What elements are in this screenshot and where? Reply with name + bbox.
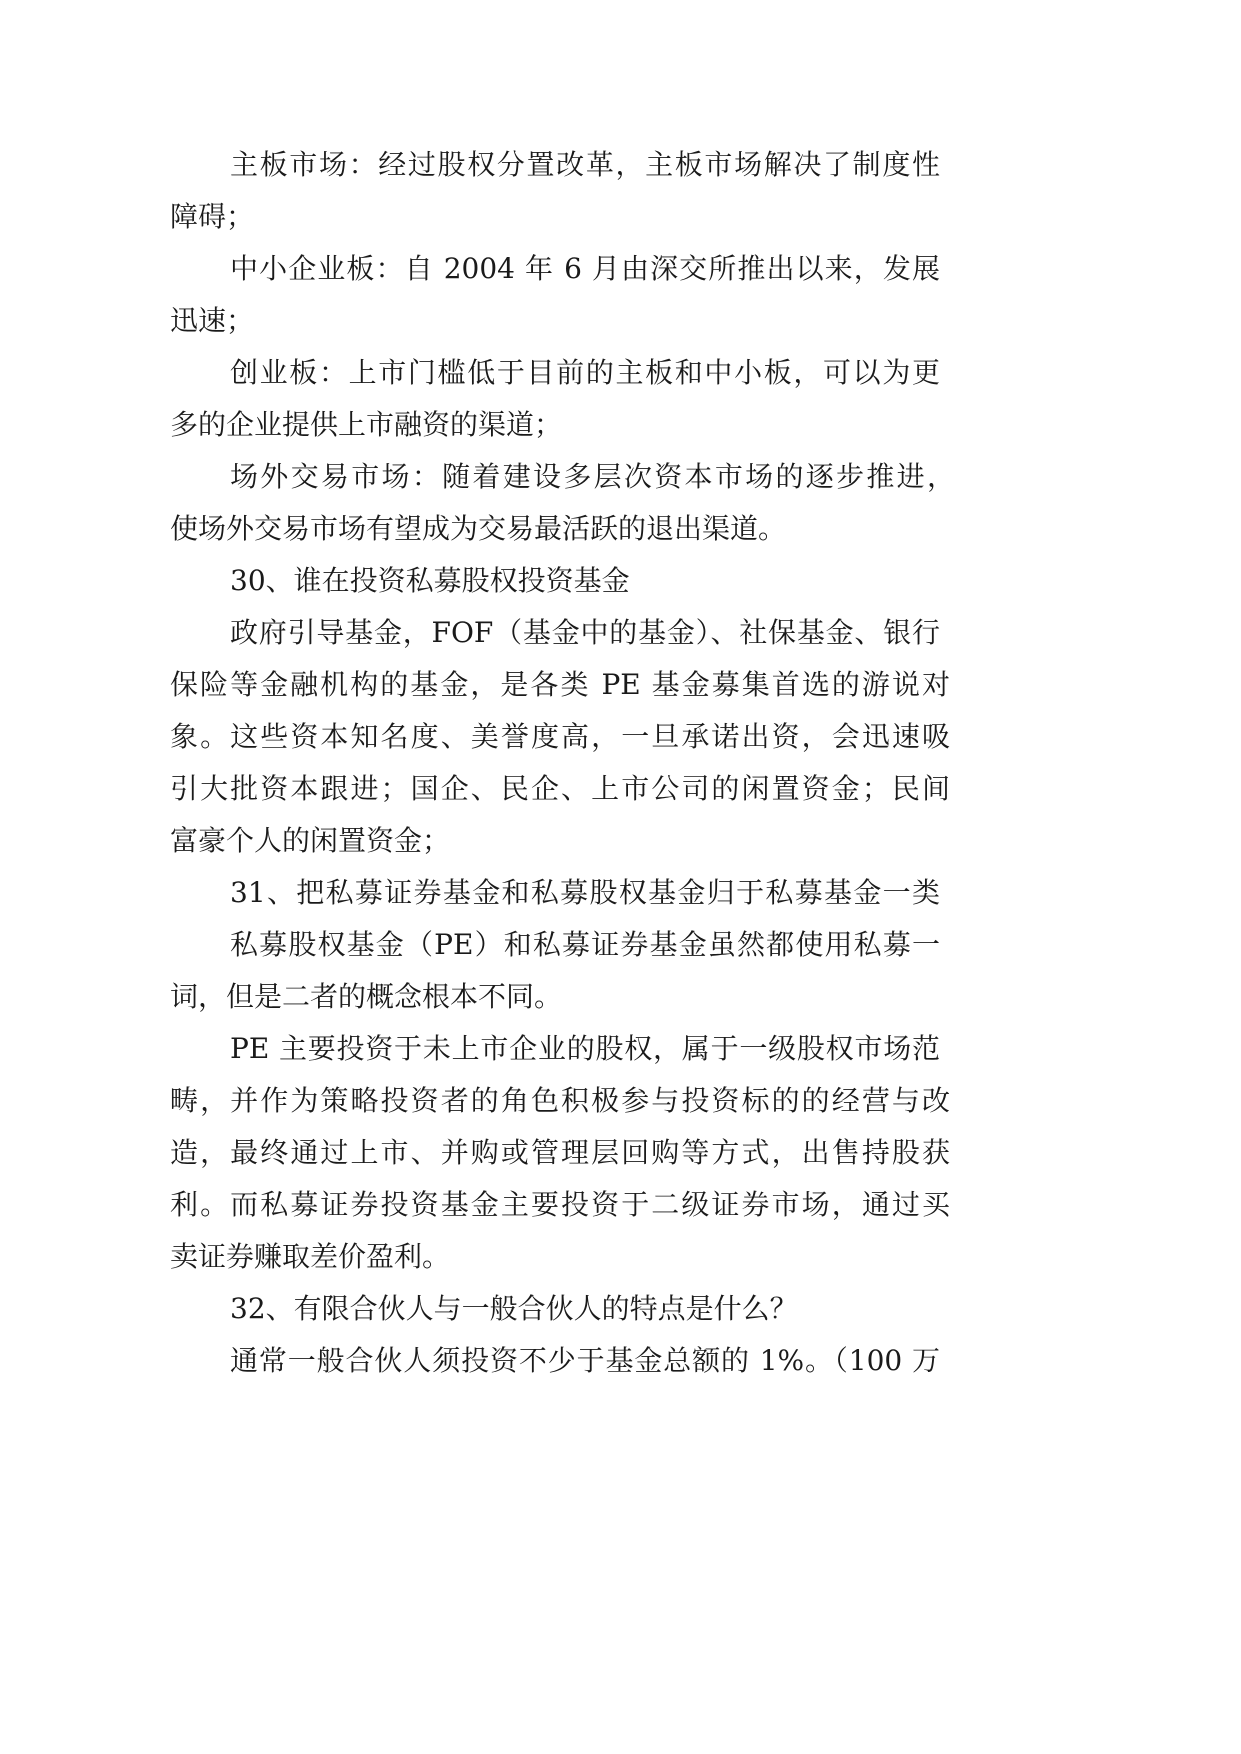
section-heading: 31、把私募证券基金和私募股权基金归于私募基金一类 (230, 876, 940, 909)
section-heading: 30、谁在投资私募股权投资基金 (230, 564, 630, 597)
paragraph-line: PE 主要投资于未上市企业的股权，属于一级股权市场范 (230, 1032, 940, 1065)
paragraph-line: 造，最终通过上市、并购或管理层回购等方式，出售持股获 (170, 1136, 950, 1169)
paragraph-line: 引大批资本跟进；国企、民企、上市公司的闲置资金；民间 (170, 772, 950, 805)
paragraph-line: 卖证券赚取差价盈利。 (170, 1240, 451, 1273)
paragraph-line: 富豪个人的闲置资金； (170, 824, 451, 857)
paragraph-line: 保险等金融机构的基金，是各类 PE 基金募集首选的游说对 (170, 668, 950, 701)
paragraph-line: 创业板：上市门槛低于目前的主板和中小板，可以为更 (230, 356, 940, 389)
paragraph-line: 中小企业板：自 2004 年 6 月由深交所推出以来，发展 (230, 252, 940, 285)
paragraph-line: 迅速； (170, 304, 255, 337)
paragraph-line: 畴，并作为策略投资者的角色积极参与投资标的的经营与改 (170, 1084, 950, 1117)
section-heading: 32、有限合伙人与一般合伙人的特点是什么？ (230, 1292, 798, 1325)
paragraph-line: 政府引导基金，FOF（基金中的基金）、社保基金、银行 (230, 616, 940, 649)
paragraph-line: 词，但是二者的概念根本不同。 (170, 980, 563, 1013)
paragraph-line: 主板市场：经过股权分置改革，主板市场解决了制度性 (230, 148, 940, 181)
paragraph-line: 使场外交易市场有望成为交易最活跃的退出渠道。 (170, 512, 787, 545)
paragraph-line: 场外交易市场：随着建设多层次资本市场的逐步推进， (230, 460, 955, 493)
paragraph-line: 象。这些资本知名度、美誉度高，一旦承诺出资，会迅速吸 (170, 720, 950, 753)
paragraph-line: 障碍； (170, 200, 255, 233)
paragraph-line: 利。而私募证券投资基金主要投资于二级证券市场，通过买 (170, 1188, 950, 1221)
paragraph-line: 通常一般合伙人须投资不少于基金总额的 1%。（100 万 (230, 1344, 940, 1377)
paragraph-line: 多的企业提供上市融资的渠道； (170, 408, 563, 441)
paragraph-line: 私募股权基金（PE）和私募证券基金虽然都使用私募一 (230, 928, 940, 961)
